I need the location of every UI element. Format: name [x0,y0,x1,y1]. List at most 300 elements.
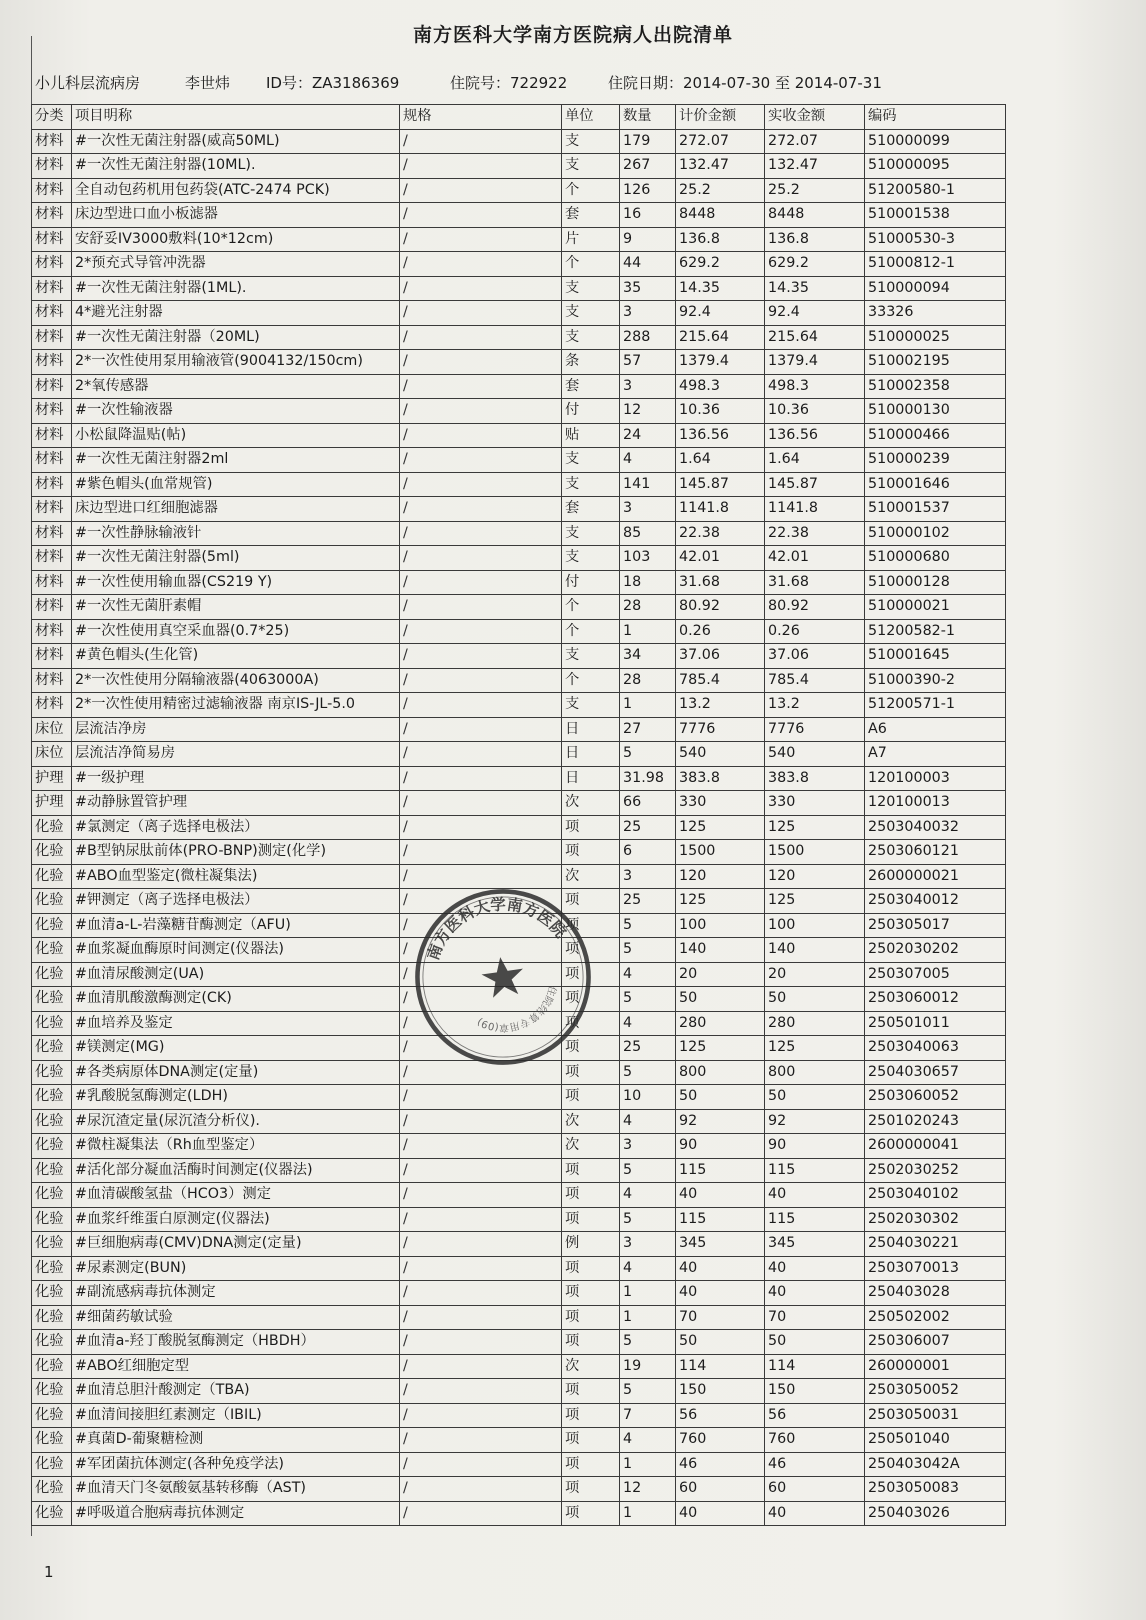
code-cell: 250403028 [865,1281,1006,1306]
table-row [32,178,1006,203]
category-cell: 护理 [32,766,72,791]
code-cell: 51200580-1 [865,178,1006,203]
billed-amount-cell: 7776 [676,717,765,742]
unit-cell: 项 [562,987,620,1012]
unit-cell: 个 [562,252,620,277]
quantity-cell: 24 [620,423,676,448]
table-row [32,423,1006,448]
spec-cell: / [400,1379,562,1404]
billed-amount-cell: 115 [676,1158,765,1183]
billed-amount-cell: 330 [676,791,765,816]
unit-cell: 个 [562,595,620,620]
code-cell: 250403026 [865,1501,1006,1526]
paid-amount-cell: 90 [765,1134,865,1159]
quantity-cell: 1 [620,1501,676,1526]
unit-cell: 项 [562,1060,620,1085]
billed-amount-cell: 40 [676,1281,765,1306]
code-cell: 510000021 [865,595,1006,620]
category-cell: 材料 [32,693,72,718]
code-cell: 2504030657 [865,1060,1006,1085]
billed-amount-cell: 50 [676,987,765,1012]
quantity-cell: 5 [620,913,676,938]
category-cell: 材料 [32,154,72,179]
item-name-cell: 层流洁净房 [72,717,400,742]
billed-amount-cell: 1.64 [676,448,765,473]
quantity-cell: 9 [620,227,676,252]
quantity-cell: 5 [620,1207,676,1232]
item-name-cell: #巨细胞病毒(CMV)DNA测定(定量) [72,1232,400,1257]
billed-amount-cell: 8448 [676,203,765,228]
code-cell: 2503040063 [865,1036,1006,1061]
header-quantity: 数量 [620,105,676,130]
paid-amount-cell: 40 [765,1281,865,1306]
spec-cell: / [400,987,562,1012]
table-row [32,1379,1006,1404]
code-cell: 250502002 [865,1305,1006,1330]
category-cell: 材料 [32,178,72,203]
quantity-cell: 31.98 [620,766,676,791]
item-name-cell: 2*一次性使用分隔输液器(4063000A) [72,668,400,693]
paid-amount-cell: 345 [765,1232,865,1257]
paid-amount-cell: 42.01 [765,546,865,571]
spec-cell: / [400,1501,562,1526]
category-cell: 化验 [32,1403,72,1428]
paid-amount-cell: 145.87 [765,472,865,497]
table-row [32,154,1006,179]
item-name-cell: 2*氧传感器 [72,374,400,399]
quantity-cell: 5 [620,1060,676,1085]
table-row [32,766,1006,791]
code-cell: 2600000021 [865,864,1006,889]
billed-amount-cell: 800 [676,1060,765,1085]
header-paid-amount: 实收金额 [765,105,865,130]
unit-cell: 日 [562,742,620,767]
paid-amount-cell: 120 [765,864,865,889]
header-spec: 规格 [400,105,562,130]
unit-cell: 项 [562,1011,620,1036]
paid-amount-cell: 37.06 [765,644,865,669]
item-name-cell: #尿沉渣定量(尿沉渣分析仪). [72,1109,400,1134]
unit-cell: 个 [562,619,620,644]
spec-cell: / [400,325,562,350]
billed-amount-cell: 46 [676,1452,765,1477]
paid-amount-cell: 280 [765,1011,865,1036]
category-cell: 材料 [32,374,72,399]
quantity-cell: 16 [620,203,676,228]
paid-amount-cell: 272.07 [765,129,865,154]
quantity-cell: 4 [620,1428,676,1453]
code-cell: 2503060121 [865,840,1006,865]
code-cell: 51000812-1 [865,252,1006,277]
quantity-cell: 5 [620,742,676,767]
paid-amount-cell: 1141.8 [765,497,865,522]
paid-amount-cell: 136.8 [765,227,865,252]
category-cell: 化验 [32,1207,72,1232]
header-unit: 单位 [562,105,620,130]
spec-cell: / [400,644,562,669]
quantity-cell: 35 [620,276,676,301]
paid-amount-cell: 115 [765,1207,865,1232]
document-title: 南方医科大学南方医院病人出院清单 [412,24,733,46]
table-row [32,129,1006,154]
category-cell: 材料 [32,325,72,350]
unit-cell: 项 [562,1281,620,1306]
item-name-cell: #血清天门冬氨酸氨基转移酶（AST) [72,1477,400,1502]
patient-info-bar [35,68,1085,94]
code-cell: 510000466 [865,423,1006,448]
code-cell: 510000680 [865,546,1006,571]
paid-amount-cell: 125 [765,815,865,840]
paid-amount-cell: 760 [765,1428,865,1453]
code-cell: 510000130 [865,399,1006,424]
unit-cell: 项 [562,913,620,938]
table-row [32,227,1006,252]
billed-amount-cell: 50 [676,1330,765,1355]
code-cell: 2503050052 [865,1379,1006,1404]
category-cell: 材料 [32,399,72,424]
unit-cell: 个 [562,668,620,693]
department-label: 小儿科层流病房 [35,74,141,92]
table-row [32,1501,1006,1526]
item-name-cell: #ABO血型鉴定(微柱凝集法) [72,864,400,889]
spec-cell: / [400,595,562,620]
billed-amount-cell: 10.36 [676,399,765,424]
spec-cell: / [400,1158,562,1183]
billed-amount-cell: 22.38 [676,521,765,546]
item-name-cell: #B型钠尿肽前体(PRO-BNP)测定(化学) [72,840,400,865]
quantity-cell: 19 [620,1354,676,1379]
paid-amount-cell: 46 [765,1452,865,1477]
unit-cell: 例 [562,1232,620,1257]
spec-cell: / [400,154,562,179]
quantity-cell: 5 [620,1379,676,1404]
billed-amount-cell: 56 [676,1403,765,1428]
spec-cell: / [400,448,562,473]
item-name-cell: #血清肌酸激酶测定(CK) [72,987,400,1012]
paid-amount-cell: 56 [765,1403,865,1428]
unit-cell: 日 [562,766,620,791]
item-name-cell: #血清尿酸测定(UA) [72,962,400,987]
category-cell: 化验 [32,1036,72,1061]
unit-cell: 项 [562,1207,620,1232]
table-row [32,1428,1006,1453]
billed-amount-cell: 540 [676,742,765,767]
code-cell: 51000530-3 [865,227,1006,252]
unit-cell: 支 [562,644,620,669]
table-row [32,546,1006,571]
paid-amount-cell: 125 [765,889,865,914]
item-name-cell: #一次性使用真空采血器(0.7*25) [72,619,400,644]
billed-amount-cell: 272.07 [676,129,765,154]
item-name-cell: #氯测定（离子选择电极法） [72,815,400,840]
billed-amount-cell: 140 [676,938,765,963]
unit-cell: 支 [562,154,620,179]
code-cell: 510002358 [865,374,1006,399]
billed-amount-cell: 92.4 [676,301,765,326]
spec-cell: / [400,399,562,424]
table-row [32,1256,1006,1281]
code-cell: 250501011 [865,1011,1006,1036]
table-row [32,1158,1006,1183]
paid-amount-cell: 92.4 [765,301,865,326]
item-name-cell: #血清总胆汁酸测定（TBA) [72,1379,400,1404]
quantity-cell: 267 [620,154,676,179]
code-cell: 51000390-2 [865,668,1006,693]
billing-table-body [32,129,1006,1526]
category-cell: 化验 [32,1305,72,1330]
spec-cell: / [400,913,562,938]
table-row [32,1085,1006,1110]
category-cell: 材料 [32,472,72,497]
table-row [32,742,1006,767]
spec-cell: / [400,497,562,522]
spec-cell: / [400,1060,562,1085]
unit-cell: 项 [562,1256,620,1281]
quantity-cell: 28 [620,595,676,620]
unit-cell: 项 [562,962,620,987]
unit-cell: 项 [562,1305,620,1330]
paid-amount-cell: 7776 [765,717,865,742]
category-cell: 化验 [32,840,72,865]
paid-amount-cell: 800 [765,1060,865,1085]
spec-cell: / [400,252,562,277]
item-name-cell: 小松鼠降温贴(帖) [72,423,400,448]
category-cell: 材料 [32,423,72,448]
spec-cell: / [400,276,562,301]
quantity-cell: 44 [620,252,676,277]
item-name-cell: #一次性无菌注射器(10ML). [72,154,400,179]
code-cell: 2502030302 [865,1207,1006,1232]
code-cell: 2503040102 [865,1183,1006,1208]
item-name-cell: #一次性无菌肝素帽 [72,595,400,620]
code-cell: 510001537 [865,497,1006,522]
billed-amount-cell: 125 [676,1036,765,1061]
table-row [32,815,1006,840]
item-name-cell: #副流感病毒抗体测定 [72,1281,400,1306]
billed-amount-cell: 1379.4 [676,350,765,375]
unit-cell: 项 [562,1501,620,1526]
code-cell: 51200571-1 [865,693,1006,718]
svg-text:南方医科大学南方医院 [416,885,573,965]
category-cell: 化验 [32,1477,72,1502]
code-cell: 33326 [865,301,1006,326]
item-name-cell: 2*预充式导管冲洗器 [72,252,400,277]
code-cell: 510000025 [865,325,1006,350]
table-row [32,1330,1006,1355]
item-name-cell: #一次性无菌注射器(5ml) [72,546,400,571]
quantity-cell: 57 [620,350,676,375]
quantity-cell: 179 [620,129,676,154]
item-name-cell: #钾测定（离子选择电极法） [72,889,400,914]
billed-amount-cell: 115 [676,1207,765,1232]
category-cell: 化验 [32,1134,72,1159]
paid-amount-cell: 785.4 [765,668,865,693]
paid-amount-cell: 8448 [765,203,865,228]
category-cell: 材料 [32,668,72,693]
unit-cell: 项 [562,1330,620,1355]
paid-amount-cell: 498.3 [765,374,865,399]
category-cell: 化验 [32,962,72,987]
code-cell: 510001538 [865,203,1006,228]
code-cell: 250501040 [865,1428,1006,1453]
item-name-cell: #各类病原体DNA测定(定量) [72,1060,400,1085]
code-cell: 51200582-1 [865,619,1006,644]
quantity-cell: 66 [620,791,676,816]
paid-amount-cell: 1500 [765,840,865,865]
spec-cell: / [400,889,562,914]
category-cell: 材料 [32,497,72,522]
code-cell: 2503060012 [865,987,1006,1012]
spec-cell: / [400,472,562,497]
spec-cell: / [400,1183,562,1208]
unit-cell: 项 [562,1085,620,1110]
quantity-cell: 3 [620,301,676,326]
patient-id: ID号：ZA3186369 [266,74,400,92]
category-cell: 化验 [32,1085,72,1110]
paid-amount-cell: 100 [765,913,865,938]
code-cell: 250305017 [865,913,1006,938]
billed-amount-cell: 80.92 [676,595,765,620]
unit-cell: 项 [562,1183,620,1208]
unit-cell: 贴 [562,423,620,448]
item-name-cell: #血清碳酸氢盐（HCO3）测定 [72,1183,400,1208]
table-row [32,1183,1006,1208]
spec-cell: / [400,1207,562,1232]
quantity-cell: 126 [620,178,676,203]
billed-amount-cell: 383.8 [676,766,765,791]
paid-amount-cell: 50 [765,987,865,1012]
quantity-cell: 12 [620,1477,676,1502]
code-cell: 260000001 [865,1354,1006,1379]
unit-cell: 次 [562,1109,620,1134]
item-name-cell: 2*一次性使用精密过滤输液器 南京IS-JL-5.0 [72,693,400,718]
paid-amount-cell: 50 [765,1330,865,1355]
unit-cell: 片 [562,227,620,252]
quantity-cell: 1 [620,1281,676,1306]
category-cell: 材料 [32,129,72,154]
quantity-cell: 3 [620,497,676,522]
spec-cell: / [400,962,562,987]
item-name-cell: 安舒妥IV3000敷料(10*12cm) [72,227,400,252]
table-header-row [32,105,1006,130]
table-row [32,252,1006,277]
paid-amount-cell: 22.38 [765,521,865,546]
spec-cell: / [400,423,562,448]
quantity-cell: 10 [620,1085,676,1110]
unit-cell: 支 [562,521,620,546]
paid-amount-cell: 40 [765,1183,865,1208]
category-cell: 床位 [32,717,72,742]
paid-amount-cell: 20 [765,962,865,987]
spec-cell: / [400,1354,562,1379]
item-name-cell: #一次性无菌注射器(威高50ML) [72,129,400,154]
table-row [32,1232,1006,1257]
quantity-cell: 4 [620,1109,676,1134]
table-row [32,472,1006,497]
paid-amount-cell: 40 [765,1256,865,1281]
stamp-star-icon [479,954,526,999]
unit-cell: 支 [562,472,620,497]
unit-cell: 项 [562,1452,620,1477]
code-cell: 2502030202 [865,938,1006,963]
quantity-cell: 4 [620,1256,676,1281]
spec-cell: / [400,717,562,742]
billed-amount-cell: 785.4 [676,668,765,693]
spec-cell: / [400,1330,562,1355]
item-name-cell: #呼吸道合胞病毒抗体测定 [72,1501,400,1526]
table-row [32,1305,1006,1330]
spec-cell: / [400,178,562,203]
category-cell: 化验 [32,1060,72,1085]
unit-cell: 项 [562,1036,620,1061]
unit-cell: 套 [562,203,620,228]
code-cell: 510002195 [865,350,1006,375]
paid-amount-cell: 125 [765,1036,865,1061]
code-cell: 510000239 [865,448,1006,473]
billed-amount-cell: 145.87 [676,472,765,497]
category-cell: 化验 [32,1183,72,1208]
category-cell: 材料 [32,252,72,277]
page-number: 1 [44,1563,54,1581]
spec-cell: / [400,1232,562,1257]
billed-amount-cell: 1500 [676,840,765,865]
spec-cell: / [400,374,562,399]
spec-cell: / [400,1403,562,1428]
category-cell: 床位 [32,742,72,767]
table-row [32,350,1006,375]
table-row [32,203,1006,228]
code-cell: 2503070013 [865,1256,1006,1281]
spec-cell: / [400,668,562,693]
quantity-cell: 5 [620,1330,676,1355]
quantity-cell: 1 [620,693,676,718]
paid-amount-cell: 1379.4 [765,350,865,375]
quantity-cell: 4 [620,448,676,473]
paid-amount-cell: 60 [765,1477,865,1502]
category-cell: 化验 [32,1281,72,1306]
billed-amount-cell: 92 [676,1109,765,1134]
spec-cell: / [400,521,562,546]
category-cell: 化验 [32,1256,72,1281]
unit-cell: 次 [562,1354,620,1379]
item-name-cell: #一次性使用输血器(CS219 Y) [72,570,400,595]
category-cell: 护理 [32,791,72,816]
unit-cell: 支 [562,448,620,473]
unit-cell: 支 [562,276,620,301]
paid-amount-cell: 70 [765,1305,865,1330]
category-cell: 材料 [32,619,72,644]
item-name-cell: #真菌D-葡聚糖检测 [72,1428,400,1453]
table-row [32,301,1006,326]
category-cell: 材料 [32,350,72,375]
quantity-cell: 103 [620,546,676,571]
billed-amount-cell: 31.68 [676,570,765,595]
quantity-cell: 1 [620,1305,676,1330]
category-cell: 化验 [32,913,72,938]
item-name-cell: 床边型进口红细胞滤器 [72,497,400,522]
billed-amount-cell: 280 [676,1011,765,1036]
unit-cell: 项 [562,1428,620,1453]
table-row [32,717,1006,742]
code-cell: 2503040032 [865,815,1006,840]
quantity-cell: 3 [620,1134,676,1159]
spec-cell: / [400,938,562,963]
spec-cell: / [400,546,562,571]
unit-cell: 项 [562,1403,620,1428]
table-row [32,1403,1006,1428]
category-cell: 材料 [32,595,72,620]
code-cell: 2504030221 [865,1232,1006,1257]
